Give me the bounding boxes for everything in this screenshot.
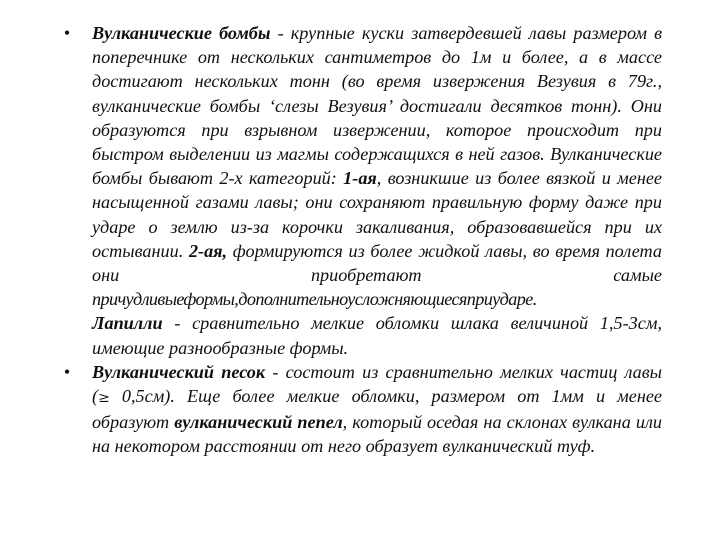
bullet-marker: • [63,23,71,43]
category-1-label: 1-ая [343,168,377,189]
term-volcanic-sand: Вулканический песок [92,361,266,382]
text-segment: 0,5см). Еще более мелкие обломки, размером от 1мм и менее образуют [92,386,662,433]
text-segment: - крупные куски затвердевшей лавы размером в поперечнике от нескольких сантиметров до 1м и более, а в массе достигают нескольких тонн (во время извержения Везувия в 79г., вулканические бомбы ‘слезы Везувия’ достигали десятков тонн). Они образуются при взрывном извержении, которое происходит при быстром выделении из магмы содержащихся в ней газов. Вулканические бомбы бывают 2-х категорий: [92,23,662,189]
greater-equal-symbol: ≥ [98,390,110,407]
category-2-label: 2-ая, [188,240,228,261]
text-segment: , который оседая на склонах вулкана или на некотором расстоянии от него образует вулканический туф. [92,412,662,457]
term-lapilli: Лапилли [92,313,163,334]
text-segment: - состоит из сравнительно мелких частиц лавы ( [92,361,662,407]
text-segment: формируются из более жидкой лавы, во время полета они приобретают самые [92,240,662,286]
text-segment: - сравнительно мелкие обломки шлака величиной 1,5-3см, имеющие разнообразные формы. [92,313,662,358]
text-segment: , возникшие из более вязкой и менее насыщенной газами лавы; они сохраняют правильную форму даже при ударе о землю из-за корочки закаливания, образовавшейся при их остывании. [92,168,662,261]
term-volcanic-bombs: Вулканические бомбы [92,23,271,43]
term-volcanic-ash: вулканический пепел [174,412,343,433]
text-segment-condensed: причудливыеформы,дополнительноусложняющиесяприударе. [92,289,537,310]
bullet-marker: • [63,361,71,382]
bullet-list [60,21,662,459]
bullet-item-volcanic-sand [60,360,662,459]
bullet-item-volcanic-bombs [60,21,662,360]
